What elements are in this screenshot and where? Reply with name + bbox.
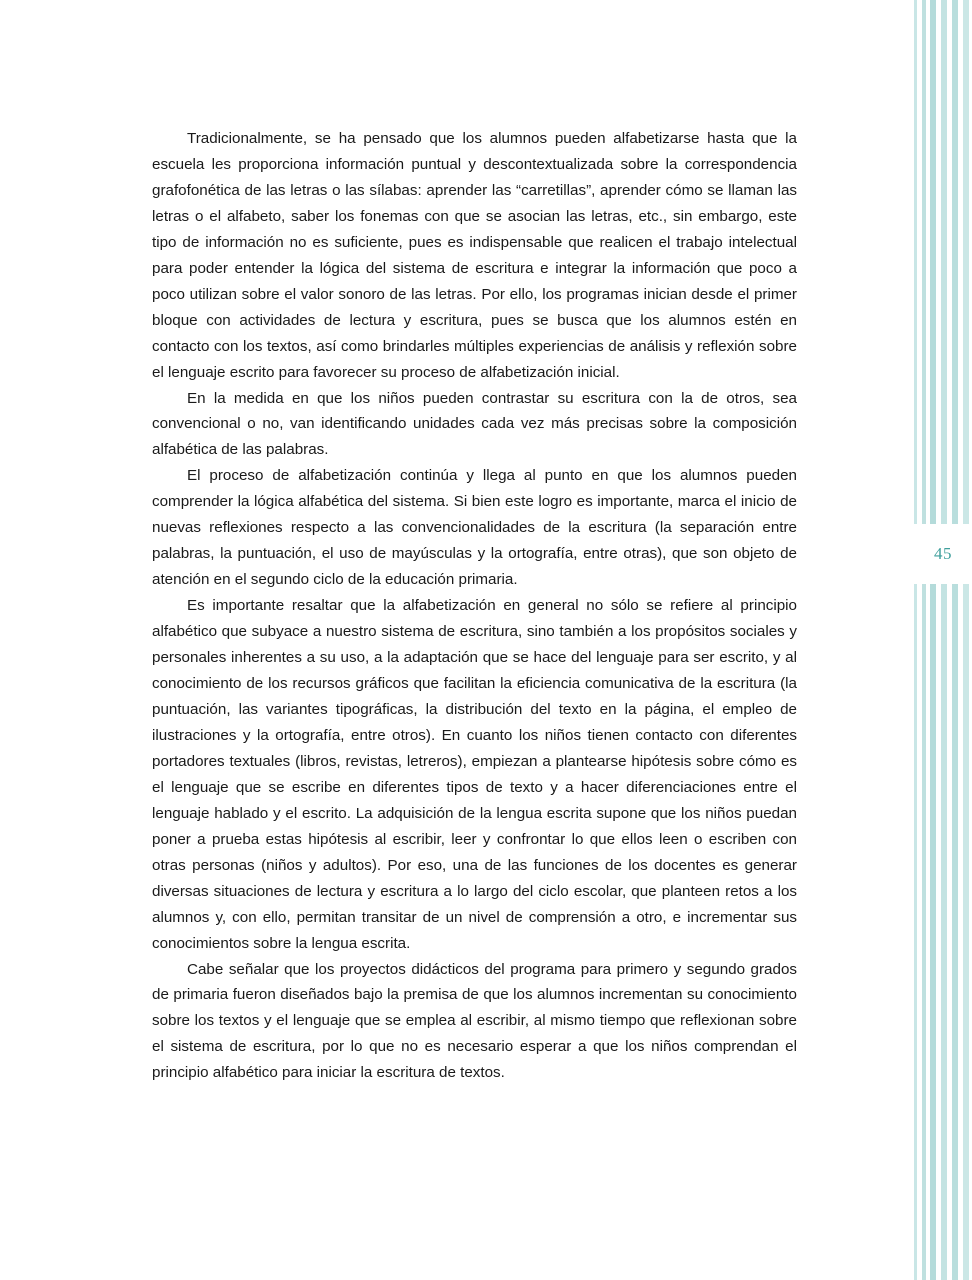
body-text — [152, 126, 797, 1086]
margin-stripe — [922, 0, 926, 1280]
margin-stripe — [941, 0, 947, 1280]
margin-stripe — [930, 0, 936, 1280]
margin-stripe — [963, 0, 969, 1280]
paragraph-4: Es importante resaltar que la alfabetización en general no sólo se refiere al principio alfabético que subyace a nuestro sistema de escritura, sino también a los propósitos sociales y personales inherentes a su uso, a la adaptación que se hace del lenguaje para ser escrito, y al conocimiento de los recursos gráficos que facilitan la eficiencia comunicativa de la escritura (la puntuación, las variantes tipográficas, la distribución del texto en la página, el empleo de ilustraciones y la ortografía, entre otros). En cuanto los niños tienen contacto con diferentes portadores textuales (libros, revistas, letreros), empiezan a plantearse hipótesis sobre cómo es el lenguaje que se escribe en diferentes tipos de texto y a hacer diferenciaciones entre el lenguaje hablado y el escrito. La adquisición de la lengua escrita supone que los niños puedan poner a prueba estas hipótesis al escribir, leer y confrontar lo que ellos leen o escriben con otras personas (niños y adultos). Por eso, una de las funciones de los docentes es generar diversas situaciones de lectura y escritura a lo largo del ciclo escolar, que planteen retos a los alumnos y, con ello, permitan transitar de un nivel de comprensión a otro, e incrementar sus conocimientos sobre la lengua escrita. — [152, 597, 797, 952]
paragraph-5: Cabe señalar que los proyectos didácticos del programa para primero y segundo grados de primaria fueron diseñados bajo la premisa de que los alumnos incrementan su conocimiento sobre los textos y el lenguaje que se emplea al escribir, al mismo tiempo que reflexionan sobre el sistema de escritura, por lo que no es necesario esperar a que los niños comprendan el principio alfabético para iniciar la escritura de textos. — [152, 960, 797, 1082]
paragraph-3: El proceso de alfabetización continúa y llega al punto en que los alumnos pueden comprender la lógica alfabética del sistema. Si bien este logro es importante, marca el inicio de nuevas reflexiones respecto a las convencionalidades de la escritura (la separación entre palabras, la puntuación, el uso de mayúsculas y la ortografía, entre otras), que son objeto de atención en el segundo ciclo de la educación primaria. — [152, 467, 797, 589]
decorative-margin-stripes — [914, 0, 972, 1280]
paragraph-1: Tradicionalmente, se ha pensado que los alumnos pueden alfabetizarse hasta que la escuela les proporciona información puntual y descontextualizada sobre la correspondencia grafofonética de las letras o las sílabas: aprender las “carretillas”, aprender cómo se llaman las letras o el alfabeto, saber los fonemas con que se asocian las letras, etc., sin embargo, este tipo de información no es suficiente, pues es indispensable que realicen el trabajo intelectual para poder entender la lógica del sistema de escritura e integrar la información que poco a poco utilizan sobre el valor sonoro de las letras. Por ello, los programas inician desde el primer bloque con actividades de lectura y escritura, pues se busca que los alumnos estén en contacto con los textos, así como brindarles múltiples experiencias de análisis y reflexión sobre el lenguaje escrito para favorecer su proceso de alfabetización inicial. — [152, 130, 797, 381]
margin-stripe — [914, 0, 917, 1280]
margin-stripe — [952, 0, 958, 1280]
page-number-tab — [914, 524, 972, 584]
paragraph-2: En la medida en que los niños pueden contrastar su escritura con la de otros, sea convencional o no, van identificando unidades cada vez más precisas sobre la composición alfabética de las palabras. — [152, 389, 797, 459]
page-number: 45 — [934, 544, 952, 563]
